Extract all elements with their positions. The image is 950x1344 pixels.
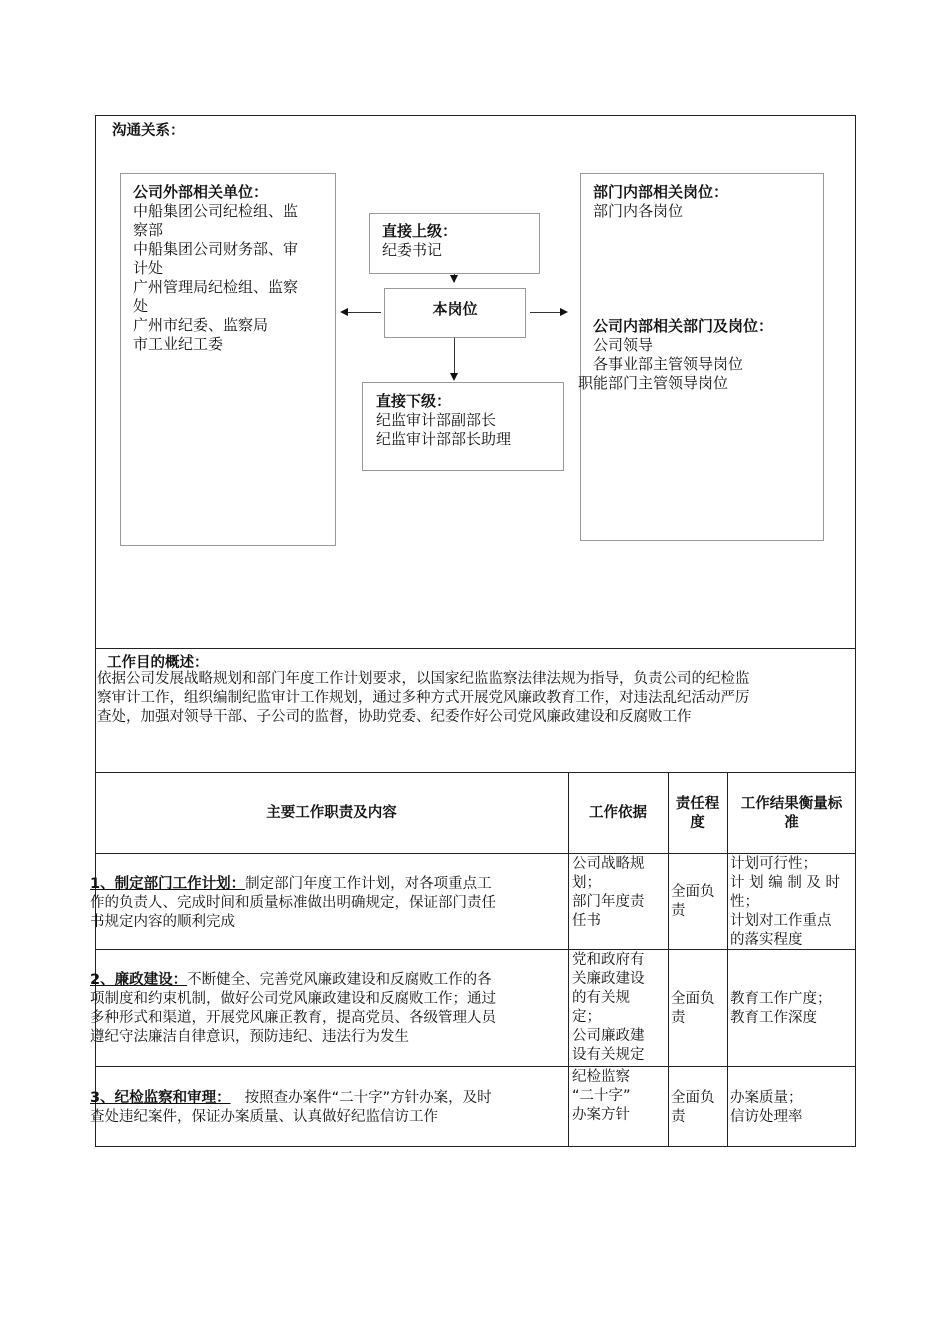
- table-row-content: 3、纪检监察和审理： 按照查办案件“二十字”方针办案，及时 查处违纪案件，保证办案质量、认真做好纪监信访工作: [90, 1090, 492, 1125]
- internal-company-title: 公司内部相关部门及岗位：: [593, 317, 774, 335]
- subordinate-title: 直接下级：: [376, 392, 452, 410]
- table-row-responsibility: 全面负 责: [671, 1090, 715, 1125]
- duty-title: 1、制定部门工作计划：: [90, 876, 246, 892]
- external-units-title: 公司外部相关单位：: [133, 183, 269, 201]
- table-row-responsibility: 全面负 责: [671, 884, 715, 919]
- subordinate-box: [362, 382, 564, 471]
- header-standard: 工作结果衡量标 准: [740, 796, 843, 831]
- table-col-divider: [568, 772, 569, 1147]
- arrow-down-icon: [450, 373, 458, 381]
- external-unit-line: 计处: [133, 259, 164, 277]
- internal-company-line: 公司领导: [593, 336, 654, 354]
- purpose-line: 依据公司发展战略规划和部门年度工作计划要求，以国家纪监监察法律法规为指导，负责公司的纪检监: [97, 671, 750, 687]
- table-row-divider: [95, 1066, 856, 1067]
- table-row-divider: [95, 853, 856, 854]
- external-unit-line: 中船集团公司财务部、审: [133, 240, 299, 258]
- external-unit-line: 察部: [133, 221, 164, 239]
- external-unit-line: 处: [133, 297, 149, 315]
- internal-company-line: 各事业部主管领导岗位: [593, 355, 744, 373]
- header-responsibility: 责任程 度: [675, 796, 720, 831]
- duty-title: 3、纪检监察和审理：: [90, 1090, 231, 1106]
- current-position-title: 本岗位: [432, 300, 478, 318]
- communication-heading: 沟通关系：: [112, 123, 185, 139]
- table-row-basis: 纪检监察 “二十字” 办案方针: [572, 1069, 631, 1123]
- internal-company-line: 职能部门主管领导岗位: [578, 374, 729, 392]
- arrow-line: [530, 312, 562, 313]
- subordinate-line: 纪监审计部部长助理: [376, 430, 512, 448]
- section-divider: [95, 772, 856, 773]
- table-row-basis: 公司战略规 划； 部门年度责 任书: [572, 856, 645, 929]
- header-basis: 工作依据: [589, 805, 647, 821]
- internal-dept-value: 部门内各岗位: [593, 202, 684, 220]
- internal-relations-box: [580, 173, 824, 541]
- purpose-line: 察审计工作，组织编制纪监审计工作规划，通过多种方式开展党风廉政教育工作，对违法乱纪活动严厉: [97, 690, 750, 706]
- external-unit-line: 广州市纪委、监察局: [133, 316, 269, 334]
- subordinate-line: 纪监审计部副部长: [376, 411, 497, 429]
- table-row-content: 1、制定部门工作计划：制定部门年度工作计划，对各项重点工 作的负责人、完成时间和质量标准做出明确规定，保证部门责任 书规定内容的顺利完成: [90, 876, 496, 930]
- arrow-line: [454, 338, 455, 374]
- current-position-box: [384, 288, 526, 338]
- external-units-box: [120, 173, 336, 546]
- header-content: 主要工作职责及内容: [266, 805, 397, 821]
- table-row-standard: 计划可行性； 计 划 编 制 及 时 性； 计划对工作重点 的落实程度: [730, 856, 841, 948]
- superior-title: 直接上级：: [382, 222, 458, 240]
- table-row-standard: 教育工作广度； 教育工作深度: [730, 991, 832, 1026]
- purpose-heading: 工作目的概述：: [107, 655, 209, 671]
- purpose-line: 查处，加强对领导干部、子公司的监督，协助党委、纪委作好公司党风廉政建设和反腐败工作: [97, 709, 692, 725]
- arrow-line: [346, 312, 381, 313]
- external-unit-line: 中船集团公司纪检组、监: [133, 202, 299, 220]
- external-unit-line: 市工业纪工委: [133, 335, 224, 353]
- superior-box: [369, 213, 540, 274]
- superior-value: 纪委书记: [382, 241, 443, 259]
- arrow-down-icon: [450, 275, 458, 283]
- arrow-right-icon: [560, 308, 568, 316]
- external-unit-line: 广州管理局纪检组、监察: [133, 278, 299, 296]
- arrow-left-icon: [340, 308, 348, 316]
- table-row-responsibility: 全面负 责: [671, 991, 715, 1026]
- table-row-standard: 办案质量； 信访处理率: [730, 1090, 803, 1125]
- section-divider: [95, 648, 856, 649]
- table-row-basis: 党和政府有 关廉政建设 的有关规 定； 公司廉政建 设有关规定: [572, 952, 645, 1063]
- duty-title: 2、廉政建设：: [90, 972, 188, 988]
- internal-dept-title: 部门内部相关岗位：: [593, 183, 729, 201]
- table-row-content: 2、廉政建设：不断健全、完善党风廉政建设和反腐败工作的各 项制度和约束机制，做好公司党风廉政建设和反腐败工作；通过 多种形式和渠道，开展党风廉正教育，提高党员、各级管理人员 遵纪守法廉洁自律意识，预防违纪、违法行为发生: [90, 972, 496, 1045]
